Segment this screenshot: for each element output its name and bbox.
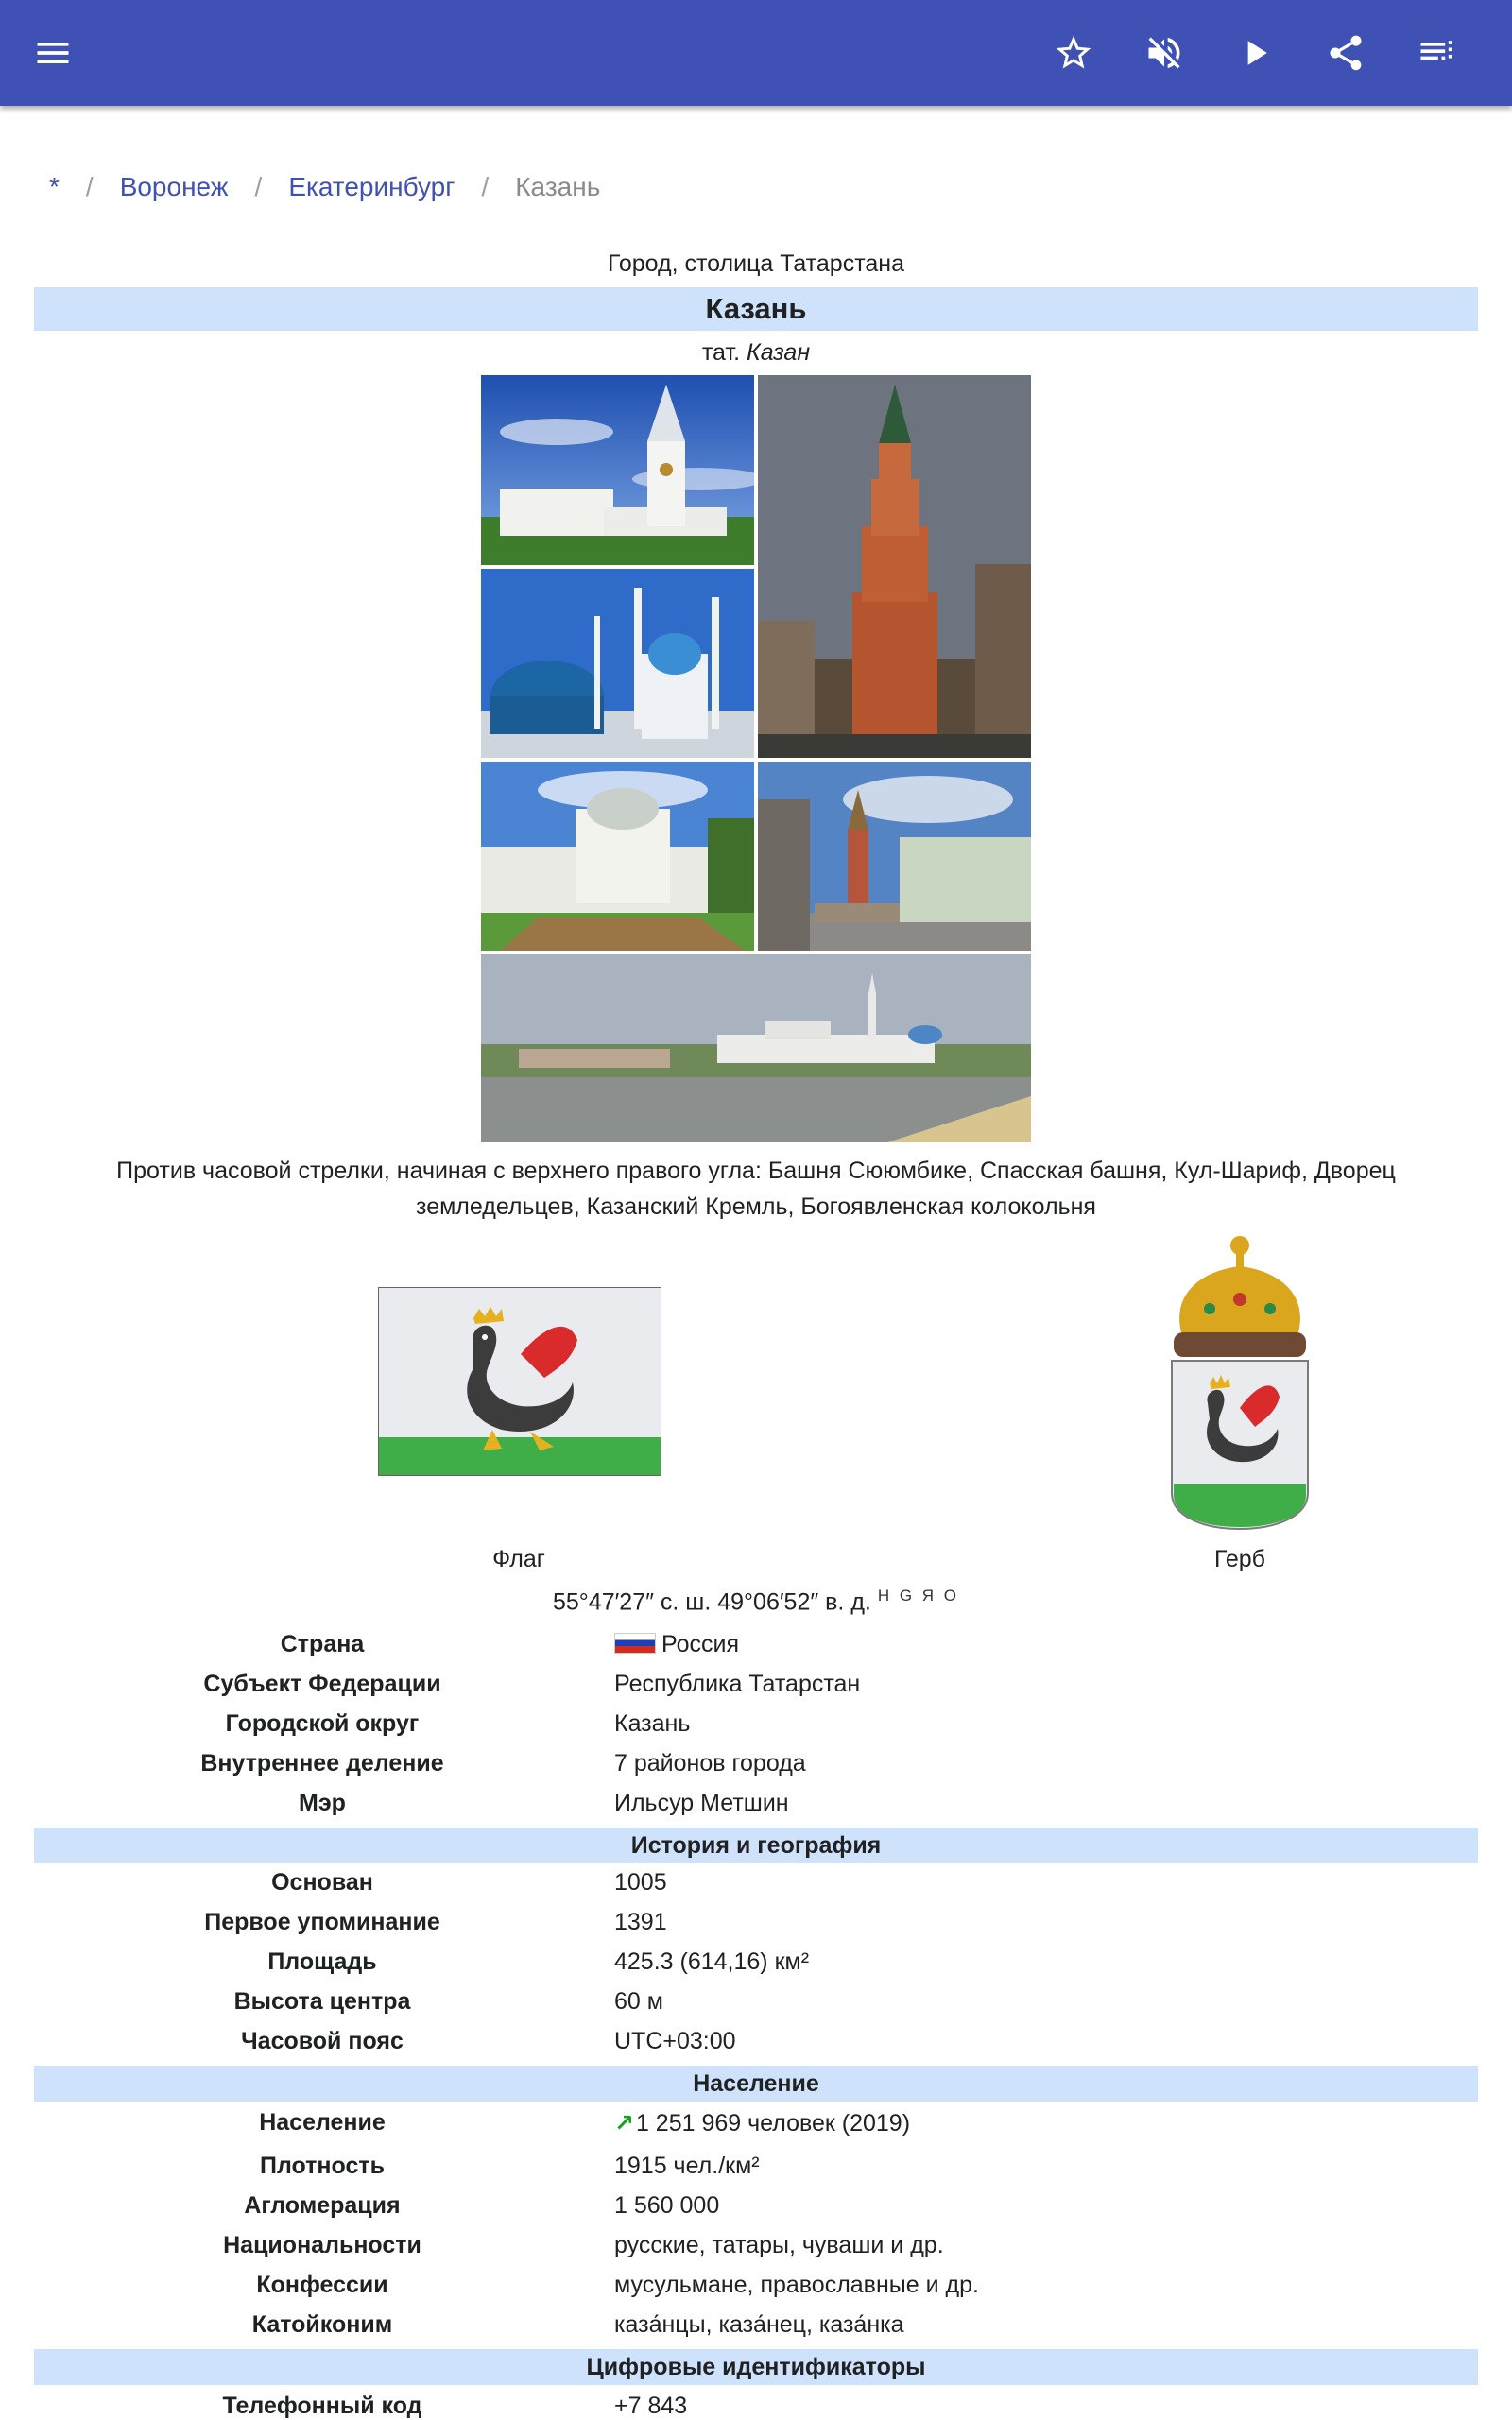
row-value: 1 560 000 — [614, 2192, 720, 2219]
section-history-geography — [34, 1828, 1478, 1863]
row-value[interactable]: Казань — [614, 1710, 691, 1737]
row-value[interactable] — [614, 1631, 739, 1658]
volume-off-icon — [1143, 32, 1185, 74]
photo-epiphany-bell-tower[interactable] — [758, 762, 1031, 951]
coat-of-arms-image[interactable] — [1162, 1228, 1317, 1533]
native-prefix: тат. — [701, 339, 741, 366]
playlist-icon — [1416, 32, 1457, 74]
row-label: Плотность — [260, 2153, 385, 2179]
russia-flag-icon — [614, 1633, 656, 1654]
play-button[interactable] — [1225, 23, 1285, 83]
row-value: 1915 чел./км² — [614, 2153, 760, 2179]
row-value: 425.3 (614,16) км² — [614, 1948, 810, 1975]
menu-button[interactable] — [23, 23, 83, 83]
row-label: Страна — [280, 1631, 365, 1657]
population-value: 1 251 969 человек (2019) — [635, 2110, 911, 2137]
breadcrumb-item-voronezh[interactable]: Воронеж — [119, 172, 229, 201]
contents-button[interactable] — [1406, 23, 1467, 83]
photo-palace-of-farmers[interactable] — [481, 762, 754, 951]
kazan-flag-emblem — [379, 1288, 661, 1475]
row-label: Площадь — [267, 1948, 377, 1975]
row-label: Субъект Федерации — [203, 1671, 441, 1697]
row-label: Население — [259, 2109, 386, 2136]
star-icon — [1053, 32, 1094, 74]
row-label: Конфессии — [256, 2272, 388, 2298]
breadcrumb-separator: / — [481, 172, 490, 201]
native-name-line — [34, 336, 1478, 369]
row-label: Агломерация — [244, 2192, 401, 2219]
bookmark-button[interactable] — [1043, 23, 1104, 83]
country-name: Россия — [662, 1631, 739, 1657]
share-icon — [1325, 32, 1366, 74]
row-label: Телефонный код — [222, 2393, 422, 2419]
map-links[interactable]: H G Я O — [877, 1587, 959, 1605]
row-label: Катойконим — [251, 2311, 393, 2338]
row-label: Часовой пояс — [241, 2028, 404, 2054]
section-heading: Цифровые идентификаторы — [586, 2353, 926, 2380]
breadcrumb-item-current: Казань — [515, 172, 601, 201]
row-value: 60 м — [614, 1988, 663, 2015]
flag-image[interactable] — [378, 1287, 662, 1476]
breadcrumb-separator: / — [85, 172, 94, 201]
row-label: Первое упоминание — [204, 1909, 440, 1935]
row-value[interactable]: Ильсур Метшин — [614, 1790, 789, 1816]
photo-collage[interactable] — [481, 375, 1031, 1142]
infobox-title — [34, 287, 1478, 331]
share-button[interactable] — [1315, 23, 1376, 83]
row-label: Внутреннее деление — [200, 1750, 444, 1776]
breadcrumb — [49, 166, 600, 208]
row-label: Национальности — [223, 2232, 421, 2258]
row-value: русские, татары, чуваши и др. — [614, 2232, 944, 2258]
native-name: Казан — [747, 339, 811, 366]
infobox-subtitle: Город, столица Татарстана — [607, 250, 904, 277]
breadcrumb-item-ekaterinburg[interactable]: Екатеринбург — [288, 172, 455, 201]
photo-syuyumbike-tower[interactable] — [758, 375, 1031, 758]
row-value: +7 843 — [614, 2393, 688, 2419]
section-digital-ids — [34, 2349, 1478, 2385]
section-heading: История и география — [630, 1831, 882, 1859]
row-value[interactable]: Республика Татарстан — [614, 1671, 861, 1697]
row-label: Городской округ — [225, 1710, 420, 1737]
row-value: 1391 — [614, 1909, 667, 1935]
row-label: Высота центра — [233, 1988, 411, 2015]
row-value — [614, 2109, 910, 2137]
coat-label: Герб — [1214, 1546, 1265, 1572]
flag-label: Флаг — [492, 1546, 545, 1572]
image-caption: Против часовой стрелки, начиная с верхнего правого угла: Башня Сююмбике, Спасская башня, Кул-Шариф, Дворец земледельцев, Казанский Кремль, Богоявленская колокольня — [116, 1158, 1396, 1220]
row-value: мусульмане, православные и др. — [614, 2272, 979, 2298]
page-title: Казань — [705, 292, 807, 325]
coordinates-link[interactable]: 55°47′27″ с. ш. 49°06′52″ в. д. — [553, 1588, 871, 1616]
row-label: Мэр — [299, 1790, 346, 1816]
mute-button[interactable] — [1134, 23, 1194, 83]
app-bar — [0, 0, 1512, 106]
coordinates — [34, 1580, 1478, 1618]
breadcrumb-item-home[interactable]: * — [49, 172, 60, 201]
row-value[interactable]: 7 районов города — [614, 1750, 806, 1776]
section-population — [34, 2066, 1478, 2102]
kazan-coat-of-arms — [1162, 1228, 1317, 1533]
trend-up-icon: ↗ — [614, 2110, 634, 2137]
row-label: Основан — [271, 1869, 373, 1896]
row-value: 1005 — [614, 1869, 667, 1896]
photo-spasskaya-tower[interactable] — [481, 375, 754, 565]
photo-kazan-kremlin[interactable] — [481, 954, 1031, 1142]
row-value: каза́нцы, каза́нец, каза́нка — [614, 2311, 904, 2338]
breadcrumb-separator: / — [254, 172, 263, 201]
photo-kul-sharif[interactable] — [481, 569, 754, 758]
row-value[interactable]: UTC+03:00 — [614, 2028, 736, 2054]
section-heading: Население — [693, 2069, 819, 2097]
menu-icon — [32, 32, 74, 74]
play-icon — [1234, 32, 1276, 74]
